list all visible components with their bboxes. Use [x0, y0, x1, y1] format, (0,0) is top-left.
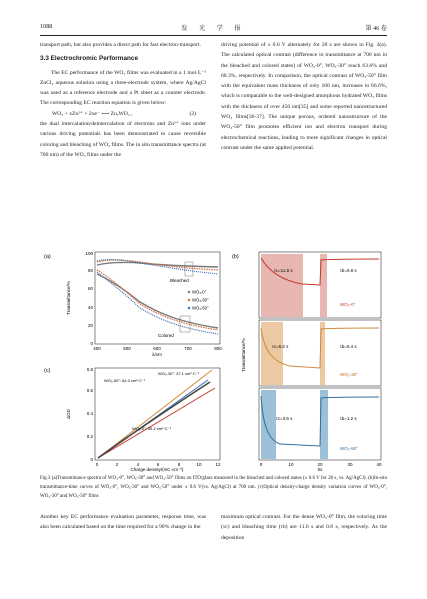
b-panel-1-tb: τb=0.8 s — [340, 268, 357, 273]
legend-marker-0 — [188, 291, 190, 293]
figure-3-svg — [40, 250, 387, 472]
left-paragraph-3: the dual intercalation/deintercalation of electrons and Zn²⁺ ions under various driving potentials has been demonstrated to cause reversible coloring and bleaching of WO₃ films. The in situ transmittance spectra (at 700 nm) of the WO₃ films under the — [40, 121, 206, 158]
legend-marker-30 — [188, 299, 190, 301]
a-ytick-20: 20 — [87, 323, 93, 328]
b-xtick-0: 0 — [259, 462, 263, 467]
panel-a-xticks — [93, 346, 222, 351]
a-ytick-100: 100 — [85, 251, 93, 256]
panel-c — [44, 367, 221, 472]
panel-b-label: (b) — [232, 254, 239, 260]
right-paragraph-1: driving potential of ± 0.6 V alternately for 20 s are shown in Fig. 3(a). The calculated optical contrast (difference in transmittance at 700 nm in the bleached and colored states) of WO₃-0°, WO₃-30° reach 63.6% and 60.3%, respectively. In comparison, the optical contrast of WO₃-50° film with the equivalent mass thickness of only 166 nm, increases to 66.6%, which is comparable to the well-designed amorphous hydrated WO₃ films with the thickness of over 450 nm[35] and some reported nanostructured WO₃ films[36-37]. The unique porous, ordered nanostructure of the WO₃-50° film promotes efficient ion and electron transport during electrochemical reactions, leading to more significant changes in optical contrast under the same applied potential. — [221, 42, 387, 151]
panel-a-legend — [188, 290, 209, 311]
b-xtick-10: 10 — [288, 462, 294, 467]
left-paragraph-1: transport path, but also provides a direct path for fast electron-transport. — [40, 42, 201, 48]
running-header — [40, 23, 387, 33]
c-xtick-8: 8 — [177, 462, 181, 467]
b-panel-2-tb: τb=0.4 s — [340, 344, 357, 349]
panel-a-label: (a) — [44, 254, 51, 260]
legend-50: WO₃-50° — [192, 305, 209, 311]
c-line-30 — [98, 370, 212, 458]
right-column — [221, 40, 387, 153]
journal-name: 发 光 学 报 — [181, 25, 246, 32]
b-panel-1-tc: τc=11.6 s — [274, 268, 293, 273]
left-column — [40, 40, 206, 160]
c-xtick-0: 0 — [95, 462, 99, 467]
c-anno-0: WO₃-0°: 55.2 cm²·C⁻¹ — [132, 426, 172, 431]
a-bleached-box — [185, 262, 193, 276]
volume-label: 第 46 卷 — [365, 25, 387, 32]
a-xtick-800: 800 — [214, 346, 222, 351]
a-colored-label: Colored — [158, 333, 174, 338]
c-curve-dark — [98, 382, 210, 458]
a-ytick-0: 0 — [90, 341, 93, 346]
a-xtick-600: 600 — [153, 346, 161, 351]
section-heading: 3.3 Electrochromic Performance — [40, 55, 139, 63]
a-bleached-label: Bleached — [170, 278, 189, 283]
panel-a-xlabel: λ/nm — [152, 352, 162, 357]
c-xtick-2: 2 — [115, 462, 119, 467]
panel-b-xlabel: t/s — [317, 467, 323, 472]
c-ytick-0.4: 0.4 — [86, 411, 93, 416]
figure-caption: Fig.3 (a)Transmittance spectra of WO₃-0°, WO₃-30° and WO₃-50° films on ITO/glass measured in the bleached and colored states (± 0.6 V for 20 s, vs. Ag/AgCl). (b)In-situ transmittance-time curves of WO₃-0°, WO₃-30° and WO₃-50° under ± 0.6 V(vs. Ag/AgCl) at 700 nm. (c)Optical density-charge density variation curves of WO₃-0°, WO₃-30° and WO₃-50° films — [40, 476, 387, 499]
a-xtick-400: 400 — [93, 346, 101, 351]
page-number: 1088 — [40, 23, 53, 30]
panel-c-label: (c) — [44, 368, 51, 374]
c-ytick-0.8: 0.8 — [86, 367, 93, 372]
bottom-left-text: Another key EC performance evaluation parameter, response time, was also been calculated based on the time required for a 90% change in the — [40, 514, 206, 531]
a-ytick-60: 60 — [87, 286, 93, 291]
b-panel-3-shade-coloring — [261, 390, 276, 459]
panel-a-yticks — [85, 251, 93, 346]
b-xtick-20: 20 — [317, 462, 323, 467]
b-xtick-30: 30 — [347, 462, 353, 467]
panel-c-ylabel: ΔOD — [66, 409, 71, 419]
b-panel-2-tc: τc=6.2 s — [272, 344, 289, 349]
panel-a — [44, 251, 222, 357]
figure-3 — [40, 250, 387, 472]
panel-c-xlabel: Charge density/(mC·cm⁻²) — [130, 467, 184, 472]
a-xtick-700: 700 — [184, 346, 192, 351]
bottom-left-paragraph — [40, 512, 206, 533]
b-panel-1-name: WO₃-0° — [340, 302, 356, 307]
b-panel-2-shade-coloring — [261, 322, 283, 385]
legend-marker-50 — [188, 307, 190, 309]
equation-number: (2) — [189, 110, 196, 117]
panel-b-ylabel: Transmittance/% — [241, 338, 246, 372]
c-xtick-6: 6 — [156, 462, 160, 467]
panel-b — [232, 252, 382, 472]
c-ytick-0.2: 0.2 — [86, 434, 93, 439]
b-panel-3-tb: τb=1.2 s — [340, 416, 357, 421]
equation — [40, 109, 206, 119]
a-bleached-curve-30 — [97, 260, 218, 270]
legend-30: WO₃-30° — [192, 297, 209, 303]
c-xtick-10: 10 — [196, 462, 202, 467]
bottom-right-paragraph — [221, 512, 387, 543]
header-rule — [40, 35, 387, 36]
c-ytick-0: 0 — [90, 457, 93, 462]
a-ytick-40: 40 — [87, 305, 93, 310]
b-panel-3-tc: τc=3.6 s — [276, 416, 293, 421]
c-xtick-4: 4 — [136, 462, 140, 467]
b-panel-2-name: WO₃-30° — [340, 372, 358, 377]
c-xtick-12: 12 — [215, 462, 221, 467]
c-anno-50: WO₃-50°: 64.3 cm²·C⁻¹ — [104, 378, 146, 383]
legend-0: WO₃-0° — [192, 289, 207, 295]
a-xtick-500: 500 — [123, 346, 131, 351]
c-line-0 — [98, 388, 215, 458]
bottom-right-text: maximum optical contrast. For the dense WO₃-0° film, the coloring time (τc) and bleaching time (τb) are 11.6 s and 0.8 s, respectively. As the deposition — [221, 514, 387, 541]
a-ytick-80: 80 — [87, 268, 93, 273]
b-panel-1-shade-coloring — [261, 254, 303, 317]
panel-a-ylabel: Transmittance/% — [66, 281, 71, 315]
equation-body: WO₃ + xZn²⁺ + 2xe⁻ ⟷ ZnₓWO₃ , — [52, 110, 133, 117]
panel-c-yticks — [87, 367, 94, 462]
c-ytick-0.6: 0.6 — [86, 388, 93, 393]
left-paragraph-2: The EC performance of the WO₃ films was evaluated in a 1 mol·L⁻¹ ZnCl₂ aqueous solution using a three-electrode system, where Ag/AgCl was used as a reference electrode and a Pt sheet as a counter electrode. The corresponding EC reaction equation is given below: — [40, 69, 206, 107]
c-anno-30: WO₃-30°: 37.1 cm²·C⁻¹ — [158, 371, 200, 376]
b-xtick-40: 40 — [376, 462, 382, 467]
b-panel-3-name: WO₃-50° — [340, 446, 358, 451]
